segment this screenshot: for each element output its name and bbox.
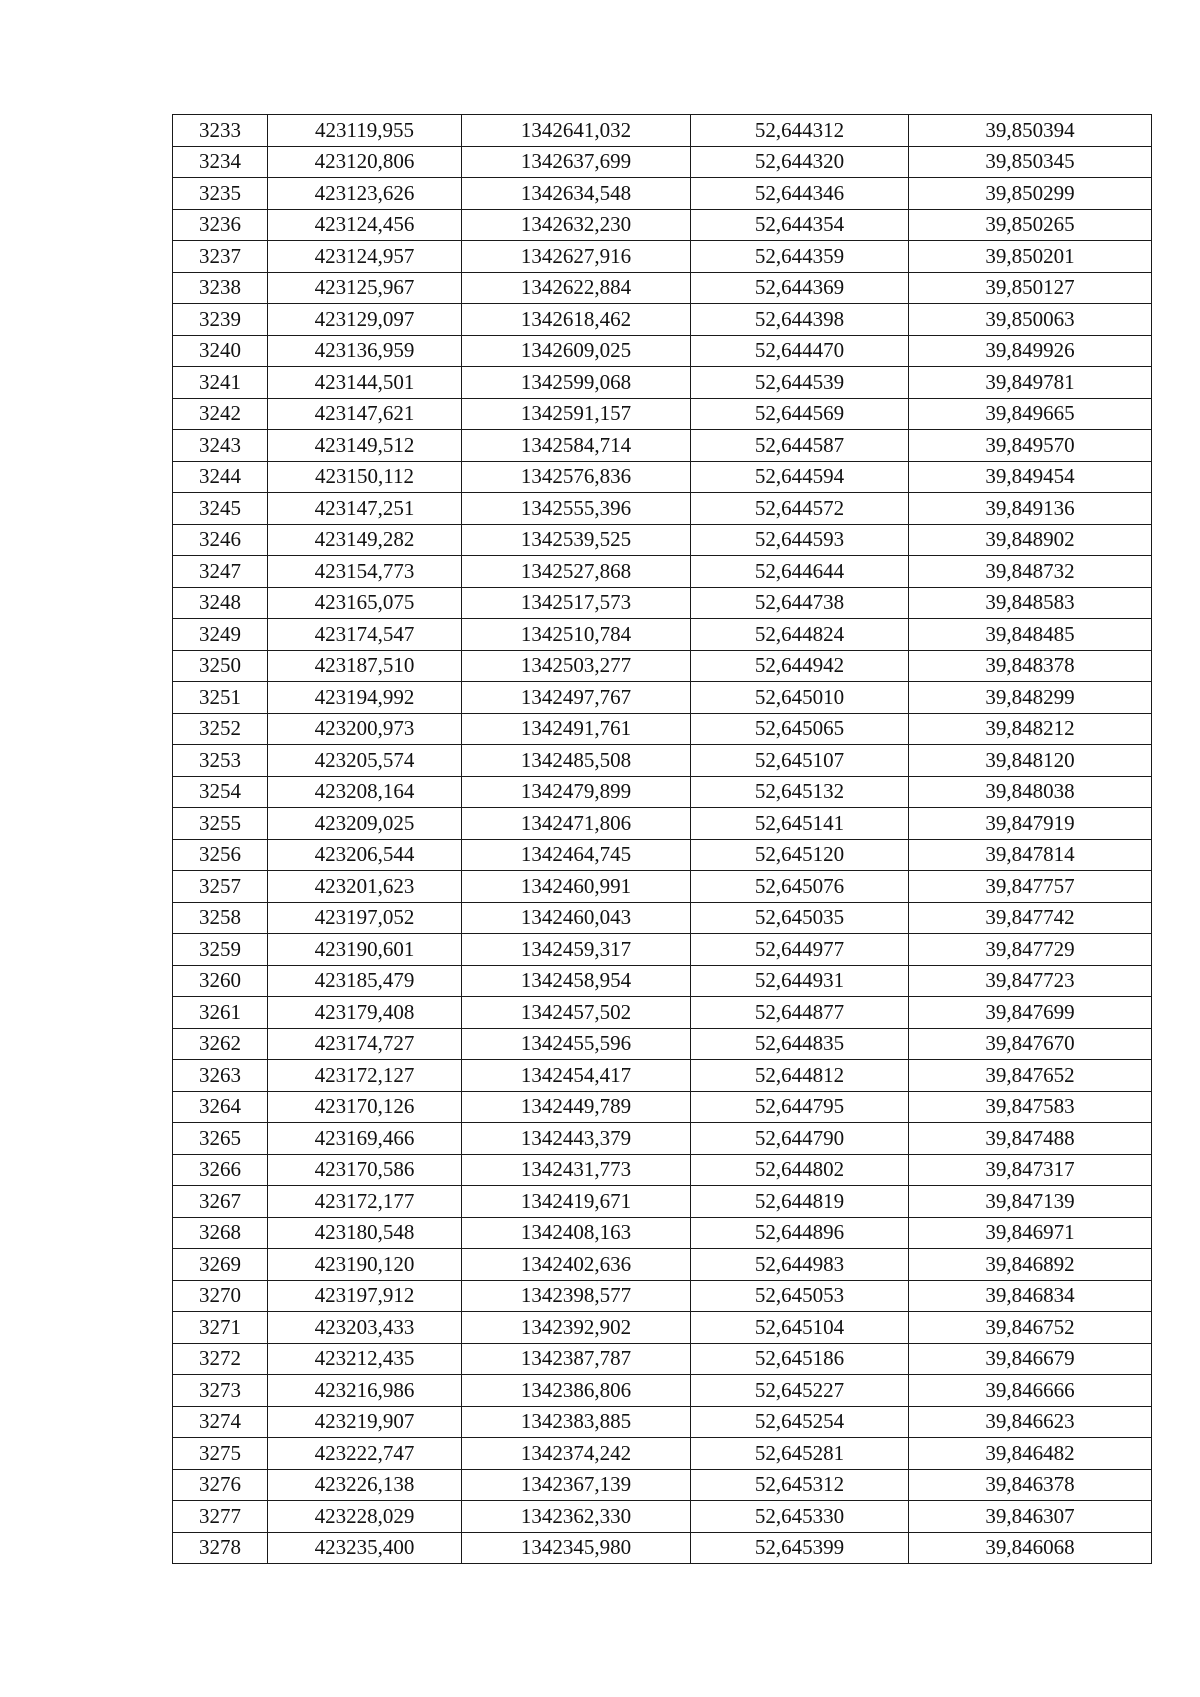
point-number-cell: 3253 [173,745,268,777]
longitude-cell: 39,849926 [909,335,1152,367]
x-coordinate-cell: 423228,029 [268,1501,462,1533]
x-coordinate-cell: 423174,547 [268,619,462,651]
x-coordinate-cell: 423216,986 [268,1375,462,1407]
y-coordinate-cell: 1342460,043 [462,902,691,934]
point-number-cell: 3260 [173,965,268,997]
x-coordinate-cell: 423197,052 [268,902,462,934]
longitude-cell: 39,846666 [909,1375,1152,1407]
latitude-cell: 52,644369 [691,272,909,304]
x-coordinate-cell: 423147,621 [268,398,462,430]
table-row [173,556,1152,588]
table-row [173,1123,1152,1155]
x-coordinate-cell: 423200,973 [268,713,462,745]
point-number-cell: 3237 [173,241,268,273]
latitude-cell: 52,644896 [691,1217,909,1249]
y-coordinate-cell: 1342383,885 [462,1406,691,1438]
y-coordinate-cell: 1342555,396 [462,493,691,525]
latitude-cell: 52,644790 [691,1123,909,1155]
latitude-cell: 52,645312 [691,1469,909,1501]
y-coordinate-cell: 1342457,502 [462,997,691,1029]
point-number-cell: 3252 [173,713,268,745]
point-number-cell: 3278 [173,1532,268,1564]
latitude-cell: 52,645035 [691,902,909,934]
x-coordinate-cell: 423185,479 [268,965,462,997]
longitude-cell: 39,849136 [909,493,1152,525]
table-row [173,115,1152,147]
x-coordinate-cell: 423144,501 [268,367,462,399]
y-coordinate-cell: 1342634,548 [462,178,691,210]
table-row [173,178,1152,210]
y-coordinate-cell: 1342455,596 [462,1028,691,1060]
x-coordinate-cell: 423212,435 [268,1343,462,1375]
point-number-cell: 3238 [173,272,268,304]
y-coordinate-cell: 1342398,577 [462,1280,691,1312]
point-number-cell: 3271 [173,1312,268,1344]
latitude-cell: 52,645104 [691,1312,909,1344]
x-coordinate-cell: 423154,773 [268,556,462,588]
latitude-cell: 52,645010 [691,682,909,714]
latitude-cell: 52,644346 [691,178,909,210]
y-coordinate-cell: 1342622,884 [462,272,691,304]
point-number-cell: 3239 [173,304,268,336]
longitude-cell: 39,847729 [909,934,1152,966]
point-number-cell: 3248 [173,587,268,619]
point-number-cell: 3242 [173,398,268,430]
longitude-cell: 39,846068 [909,1532,1152,1564]
point-number-cell: 3255 [173,808,268,840]
y-coordinate-cell: 1342386,806 [462,1375,691,1407]
table-row [173,524,1152,556]
x-coordinate-cell: 423226,138 [268,1469,462,1501]
x-coordinate-cell: 423209,025 [268,808,462,840]
latitude-cell: 52,644470 [691,335,909,367]
y-coordinate-cell: 1342471,806 [462,808,691,840]
point-number-cell: 3244 [173,461,268,493]
longitude-cell: 39,846482 [909,1438,1152,1470]
y-coordinate-cell: 1342599,068 [462,367,691,399]
point-number-cell: 3251 [173,682,268,714]
longitude-cell: 39,847757 [909,871,1152,903]
x-coordinate-cell: 423123,626 [268,178,462,210]
x-coordinate-cell: 423222,747 [268,1438,462,1470]
latitude-cell: 52,645141 [691,808,909,840]
x-coordinate-cell: 423174,727 [268,1028,462,1060]
longitude-cell: 39,849454 [909,461,1152,493]
table-row [173,808,1152,840]
table-row [173,367,1152,399]
table-row [173,1532,1152,1564]
latitude-cell: 52,644593 [691,524,909,556]
table-row [173,1028,1152,1060]
longitude-cell: 39,849665 [909,398,1152,430]
longitude-cell: 39,847742 [909,902,1152,934]
longitude-cell: 39,848583 [909,587,1152,619]
point-number-cell: 3261 [173,997,268,1029]
table-row [173,1501,1152,1533]
y-coordinate-cell: 1342449,789 [462,1091,691,1123]
latitude-cell: 52,645053 [691,1280,909,1312]
table-row [173,272,1152,304]
x-coordinate-cell: 423208,164 [268,776,462,808]
longitude-cell: 39,850127 [909,272,1152,304]
table-row [173,587,1152,619]
y-coordinate-cell: 1342479,899 [462,776,691,808]
point-number-cell: 3264 [173,1091,268,1123]
table-row [173,493,1152,525]
y-coordinate-cell: 1342503,277 [462,650,691,682]
table-row [173,1060,1152,1092]
table-row [173,682,1152,714]
x-coordinate-cell: 423165,075 [268,587,462,619]
table-row [173,619,1152,651]
longitude-cell: 39,849570 [909,430,1152,462]
latitude-cell: 52,644398 [691,304,909,336]
coordinates-table-body [173,115,1152,1564]
latitude-cell: 52,644359 [691,241,909,273]
y-coordinate-cell: 1342367,139 [462,1469,691,1501]
longitude-cell: 39,847919 [909,808,1152,840]
point-number-cell: 3246 [173,524,268,556]
longitude-cell: 39,849781 [909,367,1152,399]
point-number-cell: 3240 [173,335,268,367]
longitude-cell: 39,850299 [909,178,1152,210]
latitude-cell: 52,644877 [691,997,909,1029]
longitude-cell: 39,847139 [909,1186,1152,1218]
y-coordinate-cell: 1342576,836 [462,461,691,493]
point-number-cell: 3241 [173,367,268,399]
longitude-cell: 39,847814 [909,839,1152,871]
point-number-cell: 3234 [173,146,268,178]
x-coordinate-cell: 423170,586 [268,1154,462,1186]
latitude-cell: 52,644569 [691,398,909,430]
x-coordinate-cell: 423187,510 [268,650,462,682]
table-row [173,997,1152,1029]
longitude-cell: 39,846623 [909,1406,1152,1438]
latitude-cell: 52,644819 [691,1186,909,1218]
x-coordinate-cell: 423180,548 [268,1217,462,1249]
y-coordinate-cell: 1342443,379 [462,1123,691,1155]
table-row [173,650,1152,682]
latitude-cell: 52,644572 [691,493,909,525]
table-row [173,1249,1152,1281]
latitude-cell: 52,644738 [691,587,909,619]
latitude-cell: 52,644795 [691,1091,909,1123]
x-coordinate-cell: 423149,512 [268,430,462,462]
x-coordinate-cell: 423169,466 [268,1123,462,1155]
table-row [173,1375,1152,1407]
table-row [173,1438,1152,1470]
y-coordinate-cell: 1342627,916 [462,241,691,273]
point-number-cell: 3259 [173,934,268,966]
x-coordinate-cell: 423120,806 [268,146,462,178]
y-coordinate-cell: 1342609,025 [462,335,691,367]
y-coordinate-cell: 1342408,163 [462,1217,691,1249]
table-row [173,1312,1152,1344]
point-number-cell: 3249 [173,619,268,651]
x-coordinate-cell: 423235,400 [268,1532,462,1564]
y-coordinate-cell: 1342591,157 [462,398,691,430]
y-coordinate-cell: 1342618,462 [462,304,691,336]
y-coordinate-cell: 1342539,525 [462,524,691,556]
longitude-cell: 39,846679 [909,1343,1152,1375]
y-coordinate-cell: 1342485,508 [462,745,691,777]
point-number-cell: 3254 [173,776,268,808]
y-coordinate-cell: 1342458,954 [462,965,691,997]
x-coordinate-cell: 423149,282 [268,524,462,556]
latitude-cell: 52,644539 [691,367,909,399]
y-coordinate-cell: 1342419,671 [462,1186,691,1218]
y-coordinate-cell: 1342459,317 [462,934,691,966]
table-row [173,934,1152,966]
y-coordinate-cell: 1342464,745 [462,839,691,871]
table-row [173,461,1152,493]
latitude-cell: 52,645330 [691,1501,909,1533]
latitude-cell: 52,645120 [691,839,909,871]
x-coordinate-cell: 423150,112 [268,461,462,493]
longitude-cell: 39,848732 [909,556,1152,588]
longitude-cell: 39,847699 [909,997,1152,1029]
longitude-cell: 39,848485 [909,619,1152,651]
latitude-cell: 52,644835 [691,1028,909,1060]
point-number-cell: 3258 [173,902,268,934]
point-number-cell: 3267 [173,1186,268,1218]
longitude-cell: 39,848212 [909,713,1152,745]
x-coordinate-cell: 423194,992 [268,682,462,714]
longitude-cell: 39,847488 [909,1123,1152,1155]
x-coordinate-cell: 423170,126 [268,1091,462,1123]
longitude-cell: 39,850345 [909,146,1152,178]
latitude-cell: 52,644931 [691,965,909,997]
latitude-cell: 52,645065 [691,713,909,745]
longitude-cell: 39,850394 [909,115,1152,147]
point-number-cell: 3236 [173,209,268,241]
latitude-cell: 52,645227 [691,1375,909,1407]
x-coordinate-cell: 423219,907 [268,1406,462,1438]
longitude-cell: 39,847723 [909,965,1152,997]
x-coordinate-cell: 423125,967 [268,272,462,304]
latitude-cell: 52,645132 [691,776,909,808]
point-number-cell: 3250 [173,650,268,682]
latitude-cell: 52,644802 [691,1154,909,1186]
table-row [173,713,1152,745]
point-number-cell: 3274 [173,1406,268,1438]
table-row [173,241,1152,273]
table-row [173,902,1152,934]
latitude-cell: 52,645281 [691,1438,909,1470]
latitude-cell: 52,645254 [691,1406,909,1438]
y-coordinate-cell: 1342637,699 [462,146,691,178]
point-number-cell: 3273 [173,1375,268,1407]
table-row [173,1469,1152,1501]
x-coordinate-cell: 423119,955 [268,115,462,147]
y-coordinate-cell: 1342374,242 [462,1438,691,1470]
y-coordinate-cell: 1342497,767 [462,682,691,714]
y-coordinate-cell: 1342584,714 [462,430,691,462]
point-number-cell: 3247 [173,556,268,588]
y-coordinate-cell: 1342460,991 [462,871,691,903]
x-coordinate-cell: 423205,574 [268,745,462,777]
point-number-cell: 3272 [173,1343,268,1375]
table-row [173,745,1152,777]
y-coordinate-cell: 1342454,417 [462,1060,691,1092]
x-coordinate-cell: 423190,601 [268,934,462,966]
longitude-cell: 39,846307 [909,1501,1152,1533]
longitude-cell: 39,848902 [909,524,1152,556]
longitude-cell: 39,846892 [909,1249,1152,1281]
y-coordinate-cell: 1342392,902 [462,1312,691,1344]
y-coordinate-cell: 1342362,330 [462,1501,691,1533]
y-coordinate-cell: 1342510,784 [462,619,691,651]
longitude-cell: 39,847583 [909,1091,1152,1123]
longitude-cell: 39,847670 [909,1028,1152,1060]
table-row [173,430,1152,462]
point-number-cell: 3256 [173,839,268,871]
latitude-cell: 52,644977 [691,934,909,966]
longitude-cell: 39,850201 [909,241,1152,273]
table-row [173,398,1152,430]
point-number-cell: 3269 [173,1249,268,1281]
latitude-cell: 52,644824 [691,619,909,651]
y-coordinate-cell: 1342387,787 [462,1343,691,1375]
x-coordinate-cell: 423201,623 [268,871,462,903]
longitude-cell: 39,848378 [909,650,1152,682]
point-number-cell: 3270 [173,1280,268,1312]
longitude-cell: 39,846834 [909,1280,1152,1312]
table-row [173,871,1152,903]
latitude-cell: 52,645399 [691,1532,909,1564]
x-coordinate-cell: 423124,957 [268,241,462,273]
longitude-cell: 39,846378 [909,1469,1152,1501]
latitude-cell: 52,644812 [691,1060,909,1092]
point-number-cell: 3243 [173,430,268,462]
latitude-cell: 52,644594 [691,461,909,493]
table-row [173,209,1152,241]
point-number-cell: 3276 [173,1469,268,1501]
latitude-cell: 52,644983 [691,1249,909,1281]
y-coordinate-cell: 1342402,636 [462,1249,691,1281]
latitude-cell: 52,645076 [691,871,909,903]
longitude-cell: 39,850265 [909,209,1152,241]
x-coordinate-cell: 423124,456 [268,209,462,241]
x-coordinate-cell: 423129,097 [268,304,462,336]
point-number-cell: 3257 [173,871,268,903]
longitude-cell: 39,848299 [909,682,1152,714]
longitude-cell: 39,846971 [909,1217,1152,1249]
table-row [173,146,1152,178]
latitude-cell: 52,644312 [691,115,909,147]
point-number-cell: 3245 [173,493,268,525]
latitude-cell: 52,644942 [691,650,909,682]
point-number-cell: 3233 [173,115,268,147]
x-coordinate-cell: 423197,912 [268,1280,462,1312]
y-coordinate-cell: 1342345,980 [462,1532,691,1564]
table-row [173,1280,1152,1312]
y-coordinate-cell: 1342517,573 [462,587,691,619]
coordinates-table [172,114,1152,1564]
point-number-cell: 3268 [173,1217,268,1249]
table-row [173,1186,1152,1218]
table-row [173,776,1152,808]
x-coordinate-cell: 423190,120 [268,1249,462,1281]
longitude-cell: 39,848120 [909,745,1152,777]
x-coordinate-cell: 423172,177 [268,1186,462,1218]
table-row [173,1091,1152,1123]
x-coordinate-cell: 423203,433 [268,1312,462,1344]
x-coordinate-cell: 423179,408 [268,997,462,1029]
point-number-cell: 3235 [173,178,268,210]
table-row [173,1343,1152,1375]
table-row [173,1217,1152,1249]
latitude-cell: 52,644587 [691,430,909,462]
y-coordinate-cell: 1342632,230 [462,209,691,241]
table-row [173,965,1152,997]
table-row [173,304,1152,336]
longitude-cell: 39,846752 [909,1312,1152,1344]
latitude-cell: 52,644320 [691,146,909,178]
y-coordinate-cell: 1342641,032 [462,115,691,147]
table-row [173,335,1152,367]
latitude-cell: 52,644644 [691,556,909,588]
table-row [173,1154,1152,1186]
y-coordinate-cell: 1342491,761 [462,713,691,745]
x-coordinate-cell: 423136,959 [268,335,462,367]
latitude-cell: 52,644354 [691,209,909,241]
longitude-cell: 39,850063 [909,304,1152,336]
point-number-cell: 3275 [173,1438,268,1470]
table-row [173,839,1152,871]
point-number-cell: 3265 [173,1123,268,1155]
longitude-cell: 39,848038 [909,776,1152,808]
table-row [173,1406,1152,1438]
longitude-cell: 39,847652 [909,1060,1152,1092]
x-coordinate-cell: 423206,544 [268,839,462,871]
y-coordinate-cell: 1342431,773 [462,1154,691,1186]
point-number-cell: 3262 [173,1028,268,1060]
latitude-cell: 52,645186 [691,1343,909,1375]
point-number-cell: 3277 [173,1501,268,1533]
y-coordinate-cell: 1342527,868 [462,556,691,588]
latitude-cell: 52,645107 [691,745,909,777]
x-coordinate-cell: 423172,127 [268,1060,462,1092]
longitude-cell: 39,847317 [909,1154,1152,1186]
point-number-cell: 3263 [173,1060,268,1092]
x-coordinate-cell: 423147,251 [268,493,462,525]
point-number-cell: 3266 [173,1154,268,1186]
